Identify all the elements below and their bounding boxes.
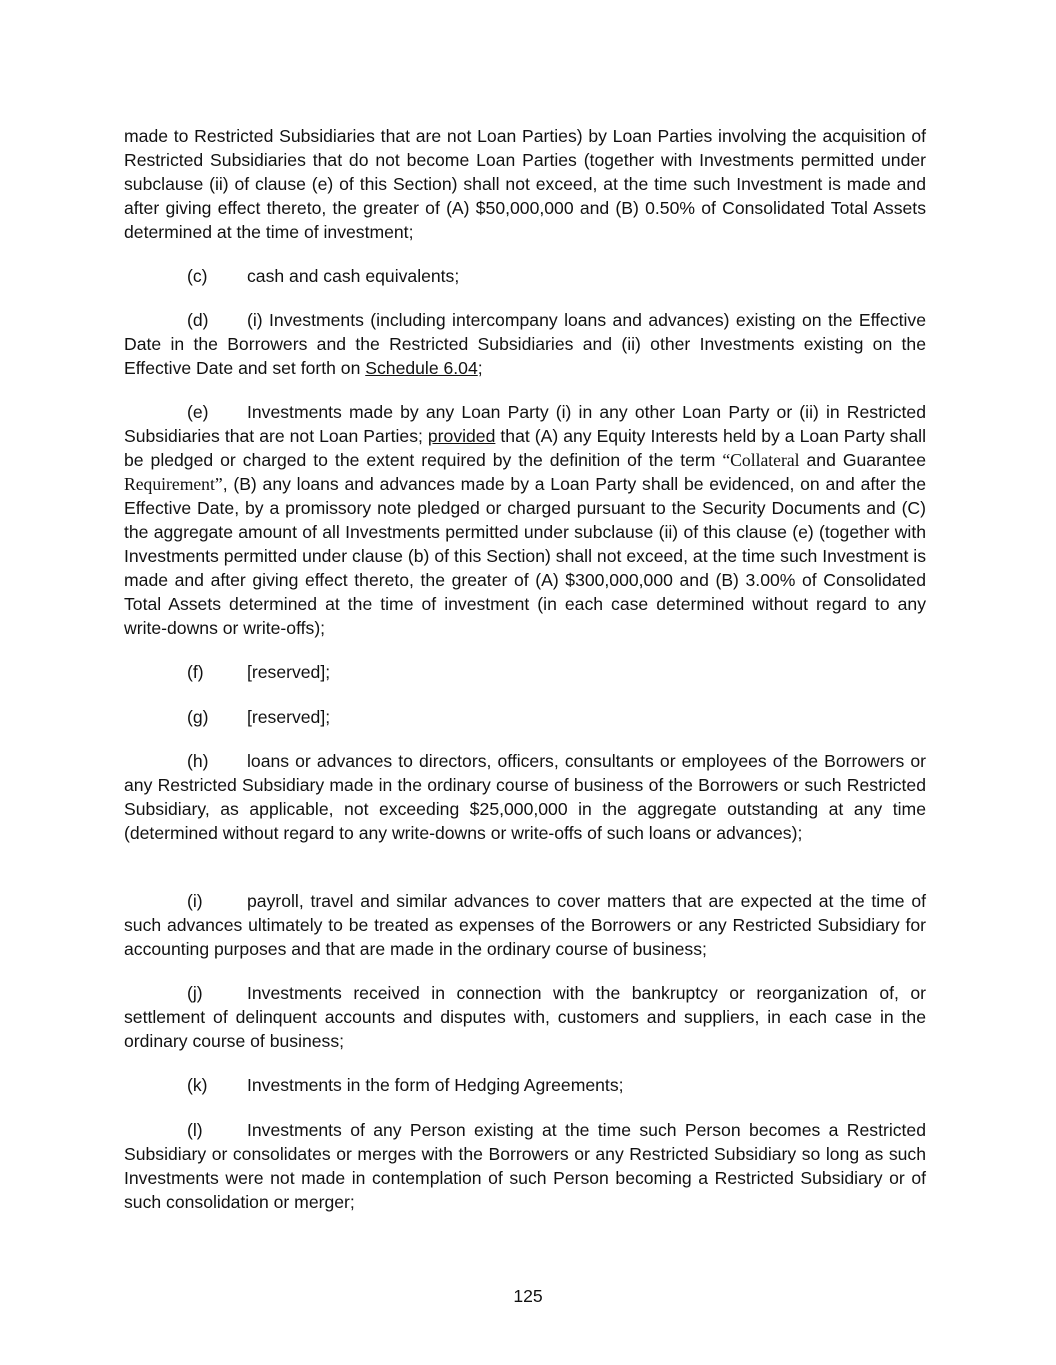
- schedule-reference: Schedule 6.04: [365, 358, 478, 378]
- clause-label: (c): [187, 266, 208, 286]
- paragraph-d: [124, 308, 926, 380]
- clause-label: (j): [187, 983, 203, 1003]
- defined-term: Requirement”: [124, 474, 223, 494]
- paragraph-text: Investments of any Person existing at the time such Person becomes a Restricted Subsidiary or consolidates or merges with the Borrowers or any Restricted Subsidiary so long as such Investments were not made in contemplation of such Person becoming a Restricted Subsidiary or of such consolidation or merger;: [124, 1120, 926, 1212]
- paragraph-l: [124, 1118, 926, 1214]
- paragraph-text: made to Restricted Subsidiaries that are not Loan Parties) by Loan Parties involving the acquisition of Restricted Subsidiaries that do not become Loan Parties (together with Investments permitted under subclause (ii) of clause (e) of this Section) shall not exceed, at the time such Investment is made and after giving effect thereto, the greater of (A) $50,000,000 and (B) 0.50% of Consolidated Total Assets determined at the time of investment;: [124, 126, 926, 242]
- paragraph-text: Investments in the form of Hedging Agreements;: [247, 1075, 624, 1095]
- paragraph-text: (i) Investments (including intercompany loans and advances) existing on the Effective Date in the Borrowers and the Restricted Subsidiaries and (ii) other Investments existing on the Effective Date and set forth on: [124, 310, 926, 378]
- clause-label: (l): [187, 1120, 203, 1140]
- clause-label: (g): [187, 707, 209, 727]
- provided-term: provided: [427, 426, 496, 446]
- paragraph-j: [124, 981, 926, 1053]
- paragraph-b-continued: [124, 124, 926, 244]
- clause-label: (k): [187, 1075, 208, 1095]
- clause-label: (h): [187, 751, 209, 771]
- paragraph-i: [124, 889, 926, 961]
- paragraph-text: Investments made by any Loan Party (i) in any other Loan Party or (ii) in Restricted Subsidiaries that are not Loan Parties;: [124, 402, 926, 446]
- paragraph-text: [reserved];: [247, 662, 331, 682]
- paragraph-f: [124, 660, 926, 684]
- paragraph-text: [reserved];: [247, 707, 331, 727]
- clause-label: (i): [187, 891, 203, 911]
- paragraph-text: , (B) any loans and advances made by a Loan Party shall be evidenced, on and after the Effective Date, by a promissory note pledged or charged pursuant to the Security Documents and (C) the aggregate amount of all Investments permitted under subclause (ii) of this clause (e) (together with Investments permitted under clause (b) of this Section) shall not exceed, at the time such Investment is made and after giving effect thereto, the greater of (A) $300,000,000 and (B) 3.00% of Consolidated Total Assets determined at the time of investment (in each case determined without regard to any write-downs or write-offs);: [124, 474, 926, 638]
- paragraph-text: loans or advances to directors, officers, consultants or employees of the Borrowers or any Restricted Subsidiary made in the ordinary course of business of the Borrowers or such Restricted Subsidiary, as applicable, not exceeding $25,000,000 in the aggregate outstanding at any time (determined without regard to any write-downs or write-offs of such loans or advances);: [124, 751, 926, 843]
- paragraph-h: [124, 749, 926, 845]
- paragraph-k: [124, 1073, 926, 1097]
- clause-label: (d): [187, 310, 209, 330]
- page-number: 125: [513, 1286, 543, 1306]
- paragraph-text: ;: [477, 358, 483, 378]
- clause-label: (e): [187, 402, 209, 422]
- defined-term: “Collateral: [722, 450, 800, 470]
- paragraph-text: Investments received in connection with the bankruptcy or reorganization of, or settlement of delinquent accounts and disputes with, customers and suppliers, in each case in the ordinary course of business;: [124, 983, 926, 1051]
- paragraph-g: [124, 705, 926, 729]
- paragraph-e: [124, 400, 926, 640]
- paragraph-text: that (A) any Equity Interests held by a Loan Party shall be pledged or charged to the extent required by the definition of the term: [124, 426, 926, 470]
- defined-term: and Guarantee: [799, 450, 926, 470]
- paragraph-c: [124, 264, 926, 288]
- clause-label: (f): [187, 662, 204, 682]
- paragraph-text: payroll, travel and similar advances to cover matters that are expected at the time of such advances ultimately to be treated as expenses of the Borrowers or any Restricted Subsidiary for accounting purposes and that are made in the ordinary course of business;: [124, 891, 926, 959]
- paragraph-text: cash and cash equivalents;: [247, 266, 460, 286]
